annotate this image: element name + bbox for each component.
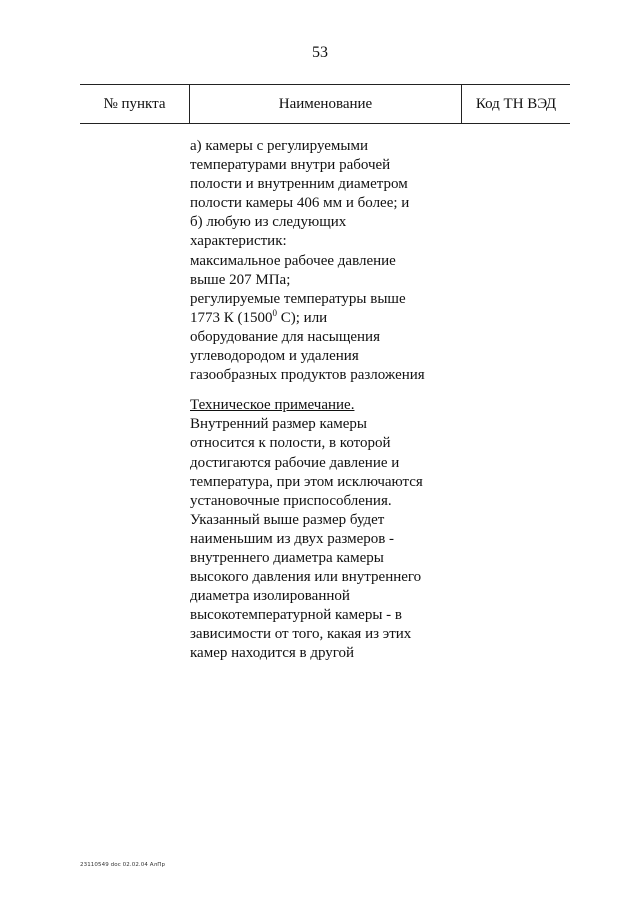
note-line: диаметра изолированной — [190, 588, 350, 605]
note-line: зависимости от того, какая из этих — [190, 626, 412, 643]
note-line: высокотемпературной камеры - в — [190, 607, 402, 624]
document-footer-code: 23110549 doc 02.02.04 АлПр — [80, 862, 166, 868]
text-line: а) камеры с регулируемыми — [190, 138, 369, 154]
note-line: относится к полости, в которой — [190, 435, 391, 452]
text-line: оборудование для насыщения — [190, 328, 380, 345]
technical-note-title: Техническое примечание. — [190, 397, 355, 414]
column-header-tn-ved-code: Код ТН ВЭД — [475, 95, 557, 112]
table-header — [80, 84, 570, 124]
degree-superscript: 0 — [272, 307, 277, 318]
text-line: регулируемые температуры выше — [190, 290, 406, 307]
note-line: температура, при этом исключаются — [190, 473, 423, 490]
page-number: 53 — [312, 44, 328, 61]
text-line: газообразных продуктов разложения — [190, 367, 425, 384]
temperature-prefix: 1773 К (1500 — [190, 309, 273, 326]
column-header-name: Наименование — [190, 85, 462, 123]
text-line: углеводородом и удаления — [190, 348, 359, 365]
note-line: наименьшим из двух размеров - — [190, 530, 395, 547]
note-line: высокого давления или внутреннего — [190, 569, 422, 586]
temperature-line — [190, 309, 450, 328]
text-line: характеристик: — [190, 233, 287, 250]
note-line: камер находится в другой — [190, 645, 355, 662]
column-header-item-number: № пункта — [80, 85, 190, 123]
temperature-suffix: С); или — [277, 309, 328, 326]
text-line: полости камеры 406 мм и более; и — [190, 195, 410, 212]
text-line: полости и внутренним диаметром — [190, 176, 408, 193]
text-line: температурами внутри рабочей — [190, 157, 391, 174]
note-line: Внутренний размер камеры — [190, 416, 368, 433]
text-line: б) любую из следующих — [190, 214, 347, 231]
note-line: внутреннего диаметра камеры — [190, 549, 384, 566]
text-line: максимальное рабочее давление — [190, 252, 396, 269]
note-line: Указанный выше размер будет — [190, 511, 385, 528]
item-description — [190, 137, 450, 664]
note-line: установочные приспособления. — [190, 492, 392, 509]
text-line: выше 207 МПа; — [190, 271, 291, 288]
note-line: достигаются рабочие давление и — [190, 454, 400, 471]
technical-note — [190, 396, 450, 663]
